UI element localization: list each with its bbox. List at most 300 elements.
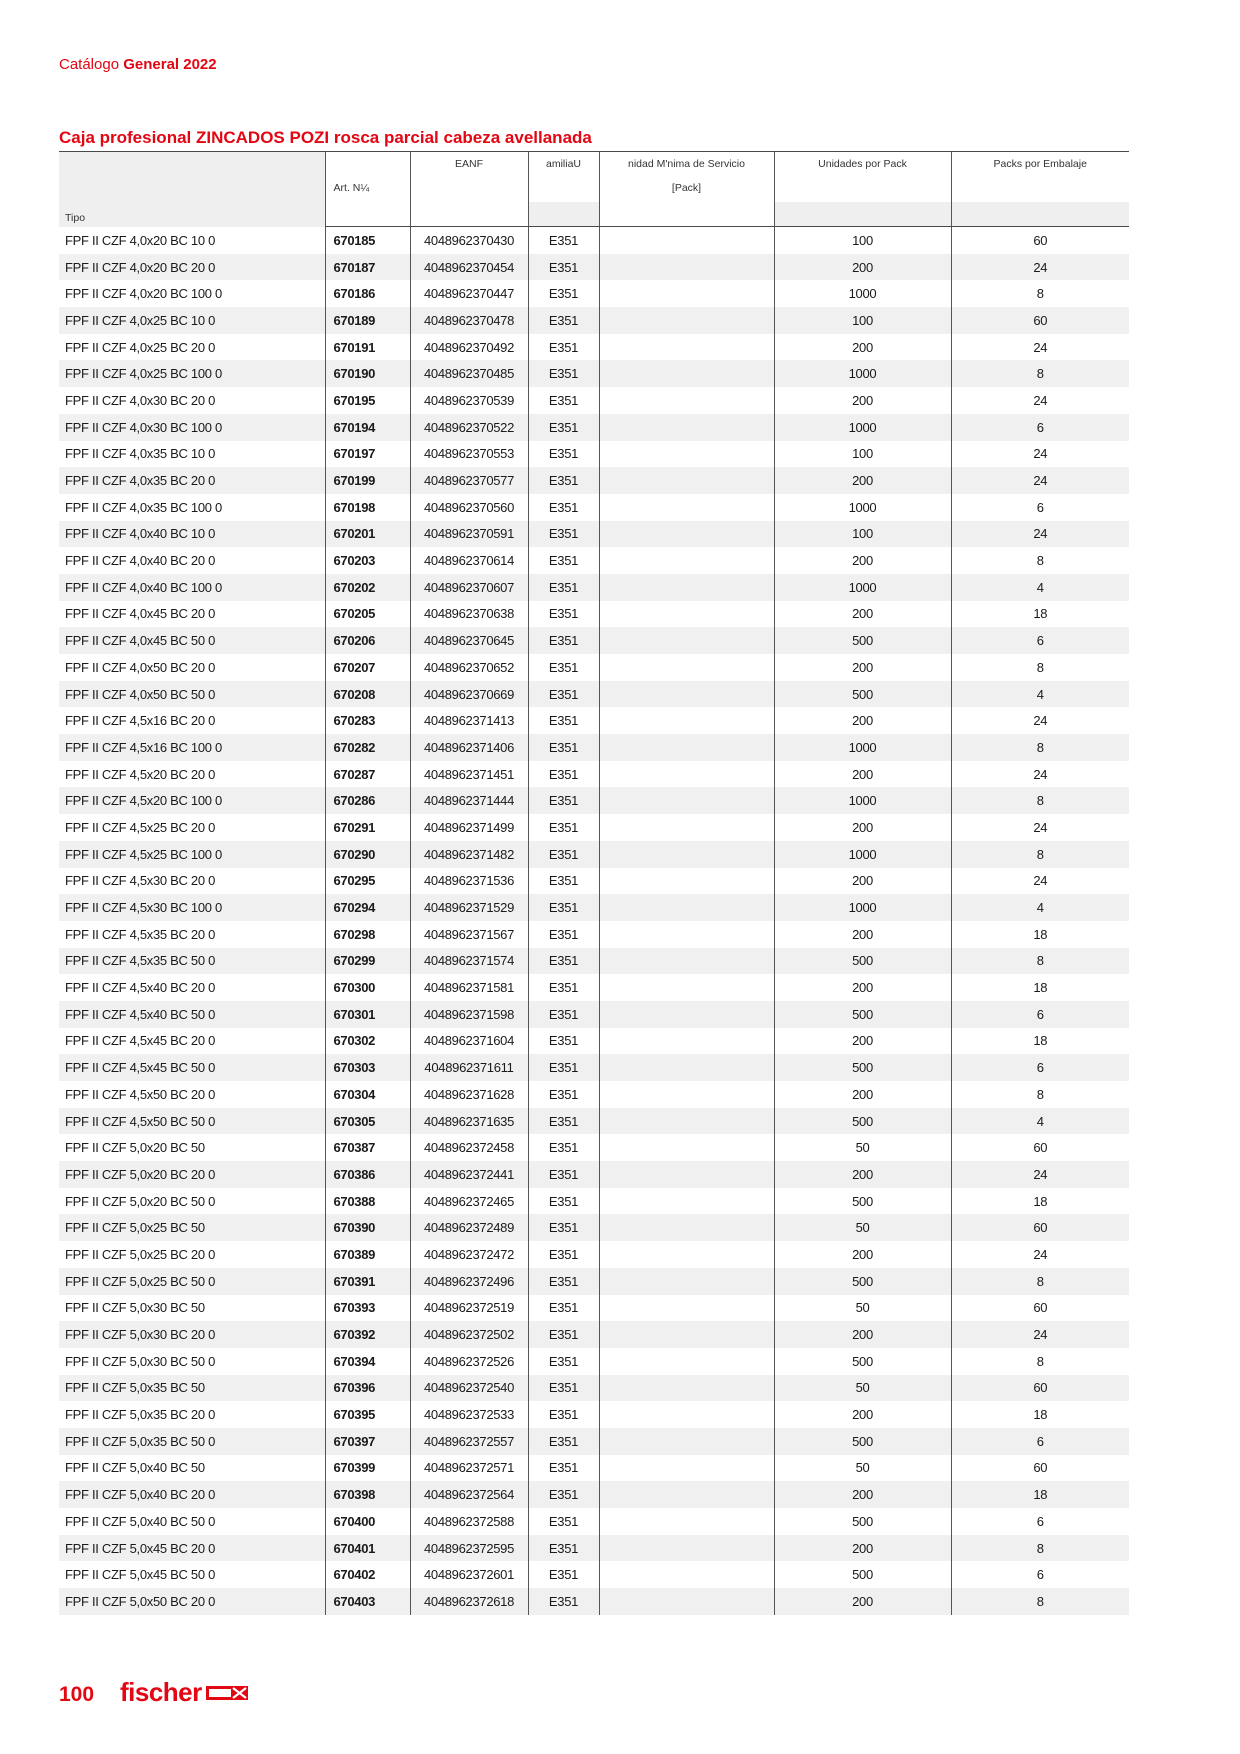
cell-packs-per-box: 18 [951,921,1129,948]
cell-min-service [599,1321,774,1348]
cell-units-per-pack: 1000 [774,787,951,814]
table-row [59,1268,1129,1295]
cell-ean: 4048962371628 [410,1081,528,1108]
cell-ean: 4048962371413 [410,707,528,734]
cell-tipo: FPF II CZF 5,0x40 BC 20 0 [59,1481,325,1508]
table-row [59,307,1129,334]
cell-ean: 4048962371598 [410,1001,528,1028]
cell-tipo: FPF II CZF 4,5x20 BC 100 0 [59,787,325,814]
cell-min-service [599,1268,774,1295]
col-header-min-line1: nidad M'nima de Servicio [628,158,745,170]
cell-min-service [599,1134,774,1161]
cell-art-no: 670386 [325,1161,410,1188]
table-row [59,1508,1129,1535]
cell-packs-per-box: 6 [951,1508,1129,1535]
cell-ean: 4048962370638 [410,601,528,628]
cell-packs-per-box: 8 [951,841,1129,868]
cell-min-service [599,387,774,414]
col-header-art [325,152,410,203]
cell-units-per-pack: 1000 [774,360,951,387]
cell-art-no: 670397 [325,1428,410,1455]
cell-art-no: 670191 [325,334,410,361]
cell-art-no: 670394 [325,1348,410,1375]
cell-familia: E351 [528,1561,599,1588]
cell-packs-per-box: 8 [951,280,1129,307]
page-number: 100 [59,1683,95,1706]
col-header-min-service [599,152,774,203]
cell-familia: E351 [528,1321,599,1348]
cell-min-service [599,360,774,387]
col-header-packs-per-box [951,152,1129,203]
cell-tipo: FPF II CZF 4,5x40 BC 50 0 [59,1001,325,1028]
cell-art-no: 670283 [325,707,410,734]
cell-ean: 4048962370652 [410,654,528,681]
cell-units-per-pack: 200 [774,467,951,494]
cell-familia: E351 [528,334,599,361]
cell-ean: 4048962370669 [410,681,528,708]
cell-familia: E351 [528,1108,599,1135]
cell-packs-per-box: 18 [951,1188,1129,1215]
cell-familia: E351 [528,1348,599,1375]
cell-familia: E351 [528,1028,599,1055]
cell-ean: 4048962372588 [410,1508,528,1535]
catalog-header-prefix: Catálogo [59,56,124,73]
table-row [59,1321,1129,1348]
cell-familia: E351 [528,1054,599,1081]
col-header-ean [410,152,528,203]
table-row [59,1028,1129,1055]
cell-ean: 4048962372458 [410,1134,528,1161]
cell-tipo: FPF II CZF 5,0x40 BC 50 [65,1460,205,1476]
cell-familia: E351 [528,841,599,868]
cell-units-per-pack: 1000 [774,894,951,921]
table-row [59,681,1129,708]
cell-art-no: 670387 [325,1134,410,1161]
table-row [59,841,1129,868]
cell-familia: E351 [528,441,599,468]
cell-packs-per-box: 60 [951,227,1129,254]
cell-packs-per-box: 24 [951,1161,1129,1188]
cell-min-service [599,1428,774,1455]
cell-ean: 4048962370485 [410,360,528,387]
product-table [59,151,1129,1615]
cell-tipo: FPF II CZF 5,0x50 BC 20 0 [59,1588,325,1615]
cell-min-service [599,1401,774,1428]
cell-art-no: 670398 [325,1481,410,1508]
cell-ean: 4048962371499 [410,814,528,841]
cell-ean: 4048962371451 [410,761,528,788]
cell-tipo: FPF II CZF 4,5x40 BC 20 0 [65,980,215,996]
cell-units-per-pack: 1000 [774,841,951,868]
cell-familia: E351 [528,1535,599,1562]
cell-packs-per-box: 6 [951,1054,1129,1081]
table-row [59,1588,1129,1615]
cell-familia: E351 [528,1508,599,1535]
cell-tipo: FPF II CZF 4,5x30 BC 20 0 [65,873,215,889]
table-row [59,280,1129,307]
col-header-familia [528,152,599,203]
cell-units-per-pack: 500 [774,1561,951,1588]
cell-art-no: 670197 [325,441,410,468]
cell-tipo: FPF II CZF 4,0x45 BC 20 0 [65,606,215,622]
cell-units-per-pack: 500 [774,1188,951,1215]
cell-art-no: 670185 [325,227,410,254]
cell-art-no: 670282 [325,734,410,761]
cell-units-per-pack: 1000 [774,734,951,761]
cell-familia: E351 [528,921,599,948]
cell-packs-per-box: 4 [951,681,1129,708]
cell-min-service [599,1001,774,1028]
table-row [59,1134,1129,1161]
cell-units-per-pack: 50 [774,1214,951,1241]
cell-art-no: 670392 [325,1321,410,1348]
cell-min-service [599,1108,774,1135]
cell-familia: E351 [528,601,599,628]
cell-min-service [599,1161,774,1188]
cell-art-no: 670291 [325,814,410,841]
cell-units-per-pack: 200 [774,1081,951,1108]
table-row [59,601,1129,628]
cell-familia: E351 [528,414,599,441]
table-row [59,921,1129,948]
cell-packs-per-box: 60 [951,307,1129,334]
col-header-packs-label: Packs por Embalaje [993,158,1087,170]
cell-min-service [599,1054,774,1081]
cell-min-service [599,1028,774,1055]
cell-packs-per-box: 60 [951,1295,1129,1322]
cell-art-no: 670201 [325,521,410,548]
cell-packs-per-box: 8 [951,360,1129,387]
cell-units-per-pack: 200 [774,707,951,734]
table-row [59,868,1129,895]
cell-familia: E351 [528,948,599,975]
cell-familia: E351 [528,1188,599,1215]
cell-art-no: 670391 [325,1268,410,1295]
cell-packs-per-box: 24 [951,387,1129,414]
cell-ean: 4048962371581 [410,974,528,1001]
cell-units-per-pack: 200 [774,654,951,681]
cell-tipo: FPF II CZF 4,5x25 BC 100 0 [59,841,325,868]
cell-packs-per-box: 60 [951,1455,1129,1482]
cell-tipo: FPF II CZF 5,0x45 BC 50 0 [65,1567,215,1583]
cell-familia: E351 [528,254,599,281]
cell-ean: 4048962372441 [410,1161,528,1188]
cell-units-per-pack: 100 [774,441,951,468]
section-title: Caja profesional ZINCADOS POZI rosca parcial cabeza avellanada [59,128,592,147]
cell-units-per-pack: 1000 [774,280,951,307]
cell-packs-per-box: 8 [951,654,1129,681]
cell-packs-per-box: 24 [951,334,1129,361]
table-row [59,814,1129,841]
cell-units-per-pack: 200 [774,1535,951,1562]
cell-familia: E351 [528,761,599,788]
cell-ean: 4048962370553 [410,441,528,468]
cell-tipo: FPF II CZF 4,0x25 BC 10 0 [59,307,325,334]
cell-ean: 4048962371604 [410,1028,528,1055]
cell-tipo: FPF II CZF 4,0x20 BC 10 0 [65,232,215,248]
cell-packs-per-box: 18 [951,601,1129,628]
cell-ean: 4048962370577 [410,467,528,494]
cell-tipo: FPF II CZF 5,0x45 BC 20 0 [59,1535,325,1562]
cell-tipo: FPF II CZF 4,0x40 BC 10 0 [59,521,325,548]
cell-art-no: 670287 [325,761,410,788]
cell-art-no: 670189 [325,307,410,334]
cell-familia: E351 [528,787,599,814]
cell-min-service [599,227,774,254]
table-row [59,627,1129,654]
cell-tipo: FPF II CZF 5,0x20 BC 20 0 [59,1161,325,1188]
cell-units-per-pack: 100 [774,227,951,254]
table-row [59,654,1129,681]
cell-packs-per-box: 8 [951,1268,1129,1295]
table-row [59,254,1129,281]
cell-units-per-pack: 200 [774,868,951,895]
cell-packs-per-box: 24 [951,868,1129,895]
table-row [59,574,1129,601]
cell-packs-per-box: 4 [951,1108,1129,1135]
cell-ean: 4048962370492 [410,334,528,361]
cell-packs-per-box: 24 [951,1241,1129,1268]
cell-packs-per-box: 24 [951,441,1129,468]
cell-tipo: FPF II CZF 4,0x50 BC 50 0 [59,681,325,708]
table-row [59,707,1129,734]
cell-familia: E351 [528,307,599,334]
col-header-units-label: Unidades por Pack [818,158,907,170]
cell-ean: 4048962372601 [410,1561,528,1588]
col-header-min-line2: [Pack] [671,182,702,194]
cell-units-per-pack: 500 [774,1001,951,1028]
cell-ean: 4048962371611 [410,1054,528,1081]
cell-ean: 4048962372489 [410,1214,528,1241]
cell-units-per-pack: 500 [774,948,951,975]
cell-packs-per-box: 60 [951,1214,1129,1241]
cell-familia: E351 [528,1375,599,1402]
cell-min-service [599,1535,774,1562]
cell-tipo: FPF II CZF 4,0x20 BC 20 0 [59,254,325,281]
cell-units-per-pack: 200 [774,1588,951,1615]
col-header-tipo-label: Tipo [65,211,86,224]
cell-ean: 4048962371536 [410,868,528,895]
cell-units-per-pack: 200 [774,1028,951,1055]
cell-familia: E351 [528,707,599,734]
cell-art-no: 670304 [325,1081,410,1108]
cell-units-per-pack: 1000 [774,414,951,441]
cell-units-per-pack: 50 [774,1375,951,1402]
cell-packs-per-box: 6 [951,1001,1129,1028]
table-row [59,387,1129,414]
table-row [59,547,1129,574]
cell-ean: 4048962371635 [410,1108,528,1135]
cell-art-no: 670401 [325,1535,410,1562]
cell-tipo: FPF II CZF 4,0x30 BC 20 0 [65,392,215,408]
cell-units-per-pack: 500 [774,681,951,708]
cell-min-service [599,654,774,681]
cell-tipo: FPF II CZF 4,0x35 BC 100 0 [65,499,222,515]
cell-units-per-pack: 500 [774,1108,951,1135]
cell-packs-per-box: 6 [951,1561,1129,1588]
cell-art-no: 670207 [325,654,410,681]
cell-packs-per-box: 8 [951,734,1129,761]
cell-packs-per-box: 24 [951,1321,1129,1348]
cell-tipo: FPF II CZF 4,0x50 BC 20 0 [65,659,215,675]
cell-units-per-pack: 500 [774,1348,951,1375]
cell-art-no: 670399 [325,1455,410,1482]
cell-packs-per-box: 18 [951,974,1129,1001]
cell-tipo: FPF II CZF 4,5x35 BC 50 0 [59,948,325,975]
cell-min-service [599,734,774,761]
cell-tipo: FPF II CZF 5,0x35 BC 50 [59,1375,325,1402]
table-row [59,441,1129,468]
cell-familia: E351 [528,467,599,494]
cell-art-no: 670290 [325,841,410,868]
cell-familia: E351 [528,868,599,895]
cell-packs-per-box: 24 [951,521,1129,548]
table-row [59,1481,1129,1508]
cell-tipo: FPF II CZF 4,0x35 BC 10 0 [65,446,215,462]
cell-tipo: FPF II CZF 5,0x25 BC 50 [59,1214,325,1241]
table-row [59,1535,1129,1562]
table-row [59,761,1129,788]
cell-min-service [599,441,774,468]
cell-familia: E351 [528,681,599,708]
cell-tipo: FPF II CZF 4,0x20 BC 100 0 [65,286,222,302]
table-row [59,1081,1129,1108]
cell-units-per-pack: 200 [774,1401,951,1428]
col-header-art-label: Art. N¼ [333,182,370,194]
cell-ean: 4048962372571 [410,1455,528,1482]
table-row [59,227,1129,254]
cell-units-per-pack: 200 [774,761,951,788]
cell-ean: 4048962370478 [410,307,528,334]
cell-art-no: 670396 [325,1375,410,1402]
cell-min-service [599,1508,774,1535]
cell-ean: 4048962370539 [410,387,528,414]
cell-tipo: FPF II CZF 4,5x50 BC 20 0 [65,1086,215,1102]
cell-art-no: 670303 [325,1054,410,1081]
cell-packs-per-box: 8 [951,547,1129,574]
cell-units-per-pack: 500 [774,1054,951,1081]
table-row [59,1401,1129,1428]
cell-ean: 4048962370522 [410,414,528,441]
cell-tipo: FPF II CZF 5,0x40 BC 50 0 [65,1513,215,1529]
cell-art-no: 670294 [325,894,410,921]
cell-min-service [599,547,774,574]
cell-art-no: 670389 [325,1241,410,1268]
cell-art-no: 670400 [325,1508,410,1535]
cell-tipo: FPF II CZF 4,5x45 BC 50 0 [59,1054,325,1081]
cell-ean: 4048962372496 [410,1268,528,1295]
cell-ean: 4048962372557 [410,1428,528,1455]
cell-units-per-pack: 50 [774,1295,951,1322]
table-row [59,1561,1129,1588]
cell-units-per-pack: 100 [774,307,951,334]
cell-familia: E351 [528,360,599,387]
cell-packs-per-box: 60 [951,1375,1129,1402]
cell-familia: E351 [528,1134,599,1161]
cell-ean: 4048962371574 [410,948,528,975]
cell-min-service [599,1588,774,1615]
cell-tipo: FPF II CZF 5,0x30 BC 20 0 [59,1321,325,1348]
cell-min-service [599,1188,774,1215]
cell-min-service [599,280,774,307]
cell-packs-per-box: 24 [951,707,1129,734]
cell-ean: 4048962370430 [410,227,528,254]
table-row [59,414,1129,441]
cell-min-service [599,574,774,601]
cell-units-per-pack: 200 [774,974,951,1001]
cell-tipo: FPF II CZF 4,5x50 BC 50 0 [59,1108,325,1135]
cell-familia: E351 [528,1001,599,1028]
table-row [59,1001,1129,1028]
cell-min-service [599,1455,774,1482]
cell-units-per-pack: 500 [774,1268,951,1295]
table-row [59,334,1129,361]
cell-min-service [599,1241,774,1268]
cell-tipo: FPF II CZF 4,5x16 BC 100 0 [59,734,325,761]
cell-ean: 4048962372502 [410,1321,528,1348]
catalog-header-edition: General 2022 [123,56,217,73]
cell-art-no: 670199 [325,467,410,494]
cell-packs-per-box: 8 [951,948,1129,975]
table-row [59,1161,1129,1188]
cell-tipo: FPF II CZF 5,0x35 BC 20 0 [65,1407,215,1423]
cell-min-service [599,761,774,788]
cell-min-service [599,1348,774,1375]
cell-packs-per-box: 24 [951,761,1129,788]
table-row [59,494,1129,521]
cell-tipo: FPF II CZF 5,0x30 BC 50 0 [65,1353,215,1369]
cell-units-per-pack: 1000 [774,494,951,521]
cell-units-per-pack: 200 [774,814,951,841]
cell-units-per-pack: 200 [774,254,951,281]
cell-art-no: 670186 [325,280,410,307]
cell-ean: 4048962372540 [410,1375,528,1402]
cell-familia: E351 [528,1268,599,1295]
cell-min-service [599,787,774,814]
cell-familia: E351 [528,521,599,548]
fischer-logo-icon [206,1685,248,1701]
cell-art-no: 670388 [325,1188,410,1215]
cell-ean: 4048962370447 [410,280,528,307]
cell-min-service [599,1214,774,1241]
cell-min-service [599,307,774,334]
cell-min-service [599,1295,774,1322]
table-row [59,1188,1129,1215]
fischer-logo-text: fischer [120,1677,202,1707]
table-row [59,1054,1129,1081]
cell-min-service [599,334,774,361]
cell-tipo: FPF II CZF 5,0x20 BC 50 0 [65,1193,215,1209]
cell-art-no: 670302 [325,1028,410,1055]
cell-art-no: 670301 [325,1001,410,1028]
cell-packs-per-box: 6 [951,627,1129,654]
cell-units-per-pack: 200 [774,334,951,361]
cell-ean: 4048962371482 [410,841,528,868]
cell-familia: E351 [528,654,599,681]
cell-packs-per-box: 18 [951,1028,1129,1055]
cell-art-no: 670299 [325,948,410,975]
cell-familia: E351 [528,280,599,307]
cell-familia: E351 [528,1214,599,1241]
table-row [59,467,1129,494]
cell-min-service [599,707,774,734]
cell-ean: 4048962372595 [410,1535,528,1562]
cell-ean: 4048962371406 [410,734,528,761]
cell-ean: 4048962372465 [410,1188,528,1215]
cell-familia: E351 [528,627,599,654]
cell-tipo: FPF II CZF 4,5x45 BC 20 0 [65,1033,215,1049]
cell-familia: E351 [528,1295,599,1322]
